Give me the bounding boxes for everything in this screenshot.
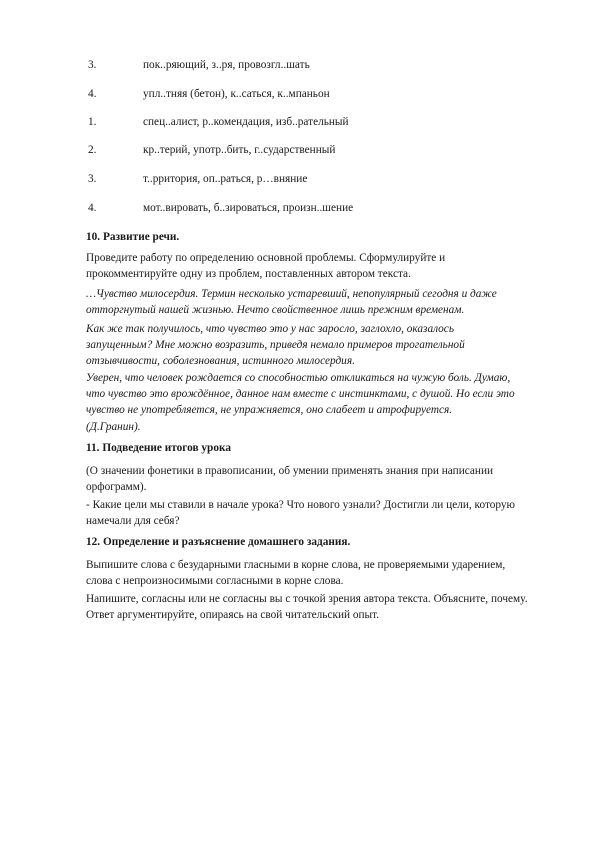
text-line: что чувство это врождённое, данное нам вместе с инстинктами, с душой. Но если это [86,388,515,400]
text-line: Ответ аргументируйте, опираясь на свой читательский опыт. [86,609,380,621]
section-11-heading: 11. Подведение итогов урока [86,442,231,454]
text-line: (О значении фонетики в правописании, об умении применять знания при написании [86,465,494,477]
text-line: Как же так получилось, что чувство это у нас заросло, заглохло, оказалось [86,323,454,335]
item-text: пок..ряющий, з..ря, провозгл..шать [143,59,310,71]
text-line: орфограмм). [86,481,147,493]
section-12-paragraph-1 [86,557,556,589]
text-line: слова с непроизносимыми согласными в корне слова. [86,575,344,587]
text-line: запущенным? Мне можно возразить, приведя немало примеров трогательной [86,339,465,351]
text-line: …Чувство милосердия. Термин несколько устаревший, непопулярный сегодня и даже [86,288,497,300]
exercise-item [88,171,548,187]
text-line: (Д.Гранин). [86,421,141,433]
text-line: Уверен, что человек рождается со способностью откликаться на чужую боль. Думаю, [86,372,511,384]
exercise-item [88,200,548,216]
quote-paragraph-1 [86,286,556,318]
section-10-heading: 10. Развитие речи. [86,231,180,243]
exercise-item [88,57,548,73]
section-10-intro [86,250,556,282]
quote-paragraph-3 [86,370,556,418]
item-number: 3. [88,59,97,71]
item-text: кр..терий, употр..бить, г..сударственный [143,144,336,156]
exercise-item [88,114,548,130]
item-text: упл..тняя (бетон), к..саться, к..мпаньон [143,88,330,100]
item-text: т..рритория, оп..раться, р…вняние [143,173,308,185]
quote-author [86,419,556,435]
text-line: Выпишите слова с безударными гласными в корне слова, не проверяемыми ударением, [86,559,506,571]
item-text: мот..вировать, б..зироваться, произн..шение [143,202,354,214]
item-number: 2. [88,144,97,156]
text-line: отзывчивости, соболезнования, истинного милосердия. [86,355,355,367]
text-line: - Какие цели мы ставили в начале урока? Что нового узнали? Достигли ли цели, которую [86,499,515,511]
text-line: прокомментируйте одну из проблем, поставленных автором текста. [86,268,411,280]
item-number: 4. [88,202,97,214]
section-11-paragraph-2 [86,497,556,529]
item-number: 4. [88,88,97,100]
exercise-item [88,142,548,158]
text-line: чувство не употребляется, не упражняется, оно слабеет и атрофируется. [86,404,453,416]
item-number: 3. [88,173,97,185]
quote-paragraph-2 [86,321,556,369]
text-line: намечали для себя? [86,515,180,527]
exercise-item [88,86,548,102]
item-text: спец..алист, р..комендация, изб..рательный [143,116,349,128]
section-12-heading: 12. Определение и разъяснение домашнего задания. [86,536,351,548]
text-line: отторгнутый нашей жизнью. Нечто свойственное лишь прежним временам. [86,304,465,316]
section-12-paragraph-2 [86,591,556,623]
text-line: Проведите работу по определению основной проблемы. Сформулируйте и [86,252,446,264]
section-11-paragraph-1 [86,463,556,495]
text-line: Напишите, согласны или не согласны вы с точкой зрения автора текста. Объясните, почему. [86,593,528,605]
item-number: 1. [88,116,97,128]
